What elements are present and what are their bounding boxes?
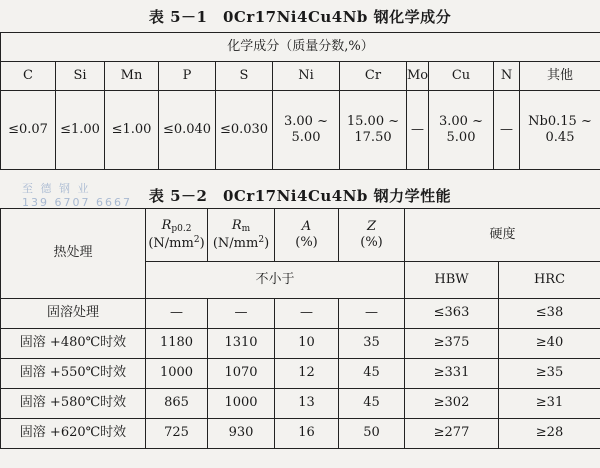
hrc-cell: ≥35 bbox=[499, 359, 600, 389]
unit-superscript: 2 bbox=[258, 235, 265, 245]
column-header: S bbox=[216, 62, 273, 91]
value-line: 3.00 ~ bbox=[439, 113, 483, 129]
value-cell bbox=[429, 91, 494, 170]
property-unit-end: ) bbox=[264, 236, 270, 251]
property-subscript: p0.2 bbox=[171, 223, 192, 234]
property-subscript: m bbox=[241, 223, 251, 234]
value-line: 15.00 ~ bbox=[346, 113, 400, 129]
treatment-cell: 固溶处理 bbox=[1, 299, 146, 329]
property-header bbox=[208, 209, 275, 262]
mechanical-properties-table bbox=[0, 208, 600, 449]
hbw-cell: ≥302 bbox=[405, 389, 499, 419]
value-cell: ≤1.00 bbox=[105, 91, 159, 170]
hbw-cell: ≥277 bbox=[405, 419, 499, 449]
z-cell: 45 bbox=[339, 359, 405, 389]
rm-cell: 930 bbox=[208, 419, 275, 449]
rm-cell: 1000 bbox=[208, 389, 275, 419]
table-row bbox=[1, 389, 600, 419]
hbw-header: HBW bbox=[405, 262, 499, 299]
property-symbol: Z bbox=[366, 218, 377, 234]
column-header: Si bbox=[56, 62, 105, 91]
a-cell: 10 bbox=[275, 329, 339, 359]
property-unit: (N/mm bbox=[148, 236, 194, 251]
value-cell: ≤0.030 bbox=[216, 91, 273, 170]
composition-header: 化学成分（质量分数,%） bbox=[1, 33, 600, 62]
property-header bbox=[339, 209, 405, 262]
rp-cell: 865 bbox=[146, 389, 208, 419]
rp-cell: 725 bbox=[146, 419, 208, 449]
table-row bbox=[1, 419, 600, 449]
chemical-composition-table bbox=[0, 32, 600, 170]
value-cell bbox=[340, 91, 407, 170]
value-line: 3.00 ~ bbox=[284, 113, 328, 129]
z-cell: — bbox=[339, 299, 405, 329]
hrc-cell: ≥31 bbox=[499, 389, 600, 419]
property-unit: (%) bbox=[295, 235, 318, 250]
min-label: 不小于 bbox=[146, 262, 405, 299]
a-cell: 16 bbox=[275, 419, 339, 449]
column-header: P bbox=[159, 62, 216, 91]
rm-cell: 1070 bbox=[208, 359, 275, 389]
column-header: 其他 bbox=[520, 62, 600, 91]
value-line: Nb0.15 ~ bbox=[528, 113, 592, 129]
property-symbol: R bbox=[161, 217, 172, 233]
a-cell: 13 bbox=[275, 389, 339, 419]
treatment-cell: 固溶 +550℃时效 bbox=[1, 359, 146, 389]
property-symbol: A bbox=[301, 218, 312, 234]
hrc-header: HRC bbox=[499, 262, 600, 299]
value-cell bbox=[273, 91, 340, 170]
column-header: Mn bbox=[105, 62, 159, 91]
column-header: Cu bbox=[429, 62, 494, 91]
column-header: Cr bbox=[340, 62, 407, 91]
value-cell: ≤0.07 bbox=[1, 91, 56, 170]
column-header: N bbox=[494, 62, 520, 91]
rm-cell: — bbox=[208, 299, 275, 329]
watermark-line: 139 6707 6667 bbox=[22, 196, 132, 209]
value-cell: ≤0.040 bbox=[159, 91, 216, 170]
value-line: 17.50 bbox=[354, 130, 392, 145]
table-row bbox=[1, 359, 600, 389]
treatment-cell: 固溶 +480℃时效 bbox=[1, 329, 146, 359]
hardness-header: 硬度 bbox=[405, 209, 600, 262]
value-cell: — bbox=[494, 91, 520, 170]
watermark-line: 至 德 钢 业 bbox=[22, 182, 91, 195]
value-cell bbox=[520, 91, 600, 170]
rp-cell: — bbox=[146, 299, 208, 329]
property-unit-end: ) bbox=[199, 236, 205, 251]
value-cell: — bbox=[407, 91, 429, 170]
table-row bbox=[1, 329, 600, 359]
hrc-cell: ≥40 bbox=[499, 329, 600, 359]
property-header bbox=[146, 209, 208, 262]
value-line: 5.00 bbox=[291, 130, 321, 145]
table1-title: 表 5－1 0Cr17Ni4Cu4Nb 钢化学成分 bbox=[148, 8, 452, 26]
hbw-cell: ≥331 bbox=[405, 359, 499, 389]
hrc-cell: ≥28 bbox=[499, 419, 600, 449]
hrc-cell: ≤38 bbox=[499, 299, 600, 329]
z-cell: 50 bbox=[339, 419, 405, 449]
rm-cell: 1310 bbox=[208, 329, 275, 359]
value-line: 5.00 bbox=[446, 130, 476, 145]
a-cell: — bbox=[275, 299, 339, 329]
property-unit: (N/mm bbox=[212, 236, 259, 251]
table2-title: 表 5－2 0Cr17Ni4Cu4Nb 钢力学性能 bbox=[148, 187, 452, 205]
column-header: Mo bbox=[407, 62, 429, 91]
property-symbol: R bbox=[231, 217, 242, 233]
treatment-cell: 固溶 +580℃时效 bbox=[1, 389, 146, 419]
column-header: C bbox=[1, 62, 56, 91]
z-cell: 35 bbox=[339, 329, 405, 359]
value-cell: ≤1.00 bbox=[56, 91, 105, 170]
rp-cell: 1180 bbox=[146, 329, 208, 359]
z-cell: 45 bbox=[339, 389, 405, 419]
rp-cell: 1000 bbox=[146, 359, 208, 389]
property-unit: (%) bbox=[360, 235, 383, 250]
hbw-cell: ≥375 bbox=[405, 329, 499, 359]
treatment-cell: 固溶 +620℃时效 bbox=[1, 419, 146, 449]
value-line: 0.45 bbox=[545, 130, 575, 145]
a-cell: 12 bbox=[275, 359, 339, 389]
property-header bbox=[275, 209, 339, 262]
table-row bbox=[1, 299, 600, 329]
column-header: Ni bbox=[273, 62, 340, 91]
unit-superscript: 2 bbox=[193, 235, 200, 245]
hbw-cell: ≤363 bbox=[405, 299, 499, 329]
heat-treatment-header: 热处理 bbox=[1, 209, 146, 299]
